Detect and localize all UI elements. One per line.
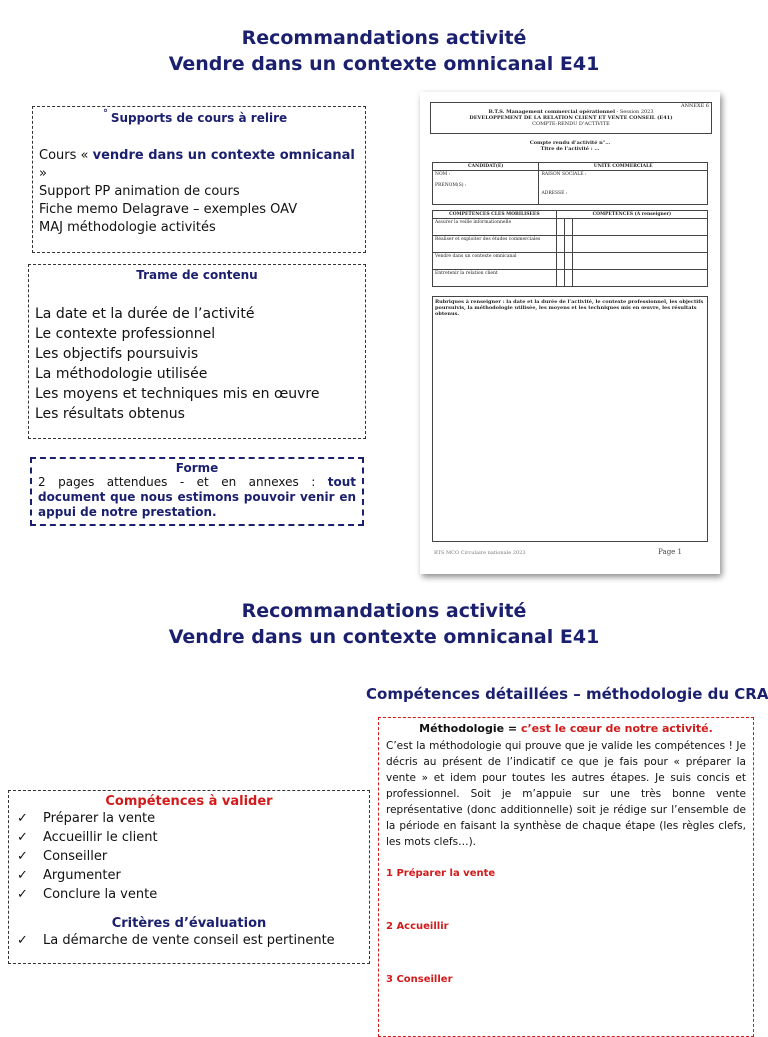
methodo-step-3: 3 Conseiller — [386, 974, 453, 985]
forme-text-plain: 2 pages attendues - et en annexes : — [38, 475, 328, 489]
doc-cr-block — [430, 140, 710, 152]
check-icon: ✓ — [17, 811, 28, 826]
competence-item-label: Conclure la vente — [43, 887, 158, 902]
supports-item-1-bold: vendre dans un contexte omnicanal — [92, 148, 355, 163]
methodo-body: C’est la méthodologie qui prouve que je valide les compétences ! Je décris au présent de l’indicatif ce que je fais pour « préparer la vente » et idem pour toutes les autres étapes. Je suis concis et professionnel. Soit je m’appuie sur une très bonne vente représentative (donc additionnelle) soit je rédige sur l’ensemble de la période en faisant la synthèse de chaque étape (les règles clefs, les mots clefs…). — [386, 740, 746, 848]
methodo-label-red: c’est le cœur de notre activité. — [520, 722, 713, 735]
trame-item: Les résultats obtenus — [35, 406, 185, 422]
doc-raison: RAISON SOCIALE : — [541, 172, 587, 177]
doc-col-candidat: CANDIDAT(E) — [433, 163, 539, 171]
forme-text — [38, 475, 356, 520]
supports-box — [32, 106, 366, 253]
supports-item-2: Support PP animation de cours — [39, 184, 240, 199]
compte-rendu-document — [420, 92, 720, 574]
doc-rubriques: Rubriques à renseigner : la date et la durée de l’activité, le contexte professionnel, les objectifs poursuivis, la méthodologie utilisée, les moyens et les techniques mis en œuvre, les résultats obtenus. — [435, 299, 704, 317]
competence-item-label: Préparer la vente — [43, 811, 156, 826]
doc-line1-rest: - Session 2023 — [615, 109, 654, 115]
methodo-step-2: 2 Accueillir — [386, 921, 449, 932]
competence-item — [17, 866, 361, 885]
criteria-item — [17, 931, 361, 950]
supports-heading: Supports de cours à relire — [110, 111, 288, 125]
competence-item — [17, 885, 361, 904]
methodologie-box — [378, 717, 754, 1037]
trame-item: Les objectifs poursuivis — [35, 346, 199, 362]
doc-line3: COMPTE-RENDU D’ACTIVITE — [532, 121, 610, 127]
doc-comp-row: Réaliser et exploiter des études commerciales — [433, 236, 557, 253]
doc-competences-table — [432, 210, 708, 287]
trame-item: La méthodologie utilisée — [35, 366, 208, 382]
doc-col-unite: UNITE COMMERCIALE — [539, 163, 708, 171]
trame-heading: Trame de contenu — [136, 268, 258, 282]
doc-cr-number: Compte rendu d’activité n°… — [529, 140, 611, 146]
competence-item-label: Argumenter — [43, 868, 121, 883]
supports-item-1-prefix: Cours « — [39, 148, 93, 163]
check-icon: ✓ — [17, 933, 28, 948]
slide1-title-line1: Recommandations activité — [241, 27, 527, 49]
doc-adresse: ADRESSE : — [541, 191, 568, 196]
supports-item-4: MAJ méthodologie activités — [39, 220, 216, 235]
check-icon: ✓ — [17, 830, 28, 845]
check-icon: ✓ — [17, 849, 28, 864]
check-icon: ✓ — [17, 868, 28, 883]
doc-prenoms: PRENOM(S) : — [435, 183, 467, 188]
doc-rubriques-box — [432, 296, 708, 542]
supports-item-3: Fiche memo Delagrave – exemples OAV — [39, 202, 298, 217]
doc-header — [430, 102, 712, 134]
slide2-subtitle: Compétences détaillées – méthodologie du CRA — [366, 685, 768, 703]
slide1-title — [0, 25, 768, 77]
slide1-title-line2: Vendre dans un contexte omnicanal E41 — [168, 53, 600, 75]
supports-item-1-suffix: » — [39, 166, 47, 181]
supports-item-1 — [39, 147, 359, 183]
criteria-heading: Critères d’évaluation — [111, 916, 267, 931]
slide2-title — [0, 598, 768, 650]
competence-item-label: Conseiller — [43, 849, 108, 864]
check-icon: ✓ — [17, 887, 28, 902]
trame-item: Les moyens et techniques mis en œuvre — [35, 386, 320, 402]
doc-footer-left: BTS MCO Circulaire nationale 2023 — [434, 550, 526, 556]
doc-col-comp-ren: COMPETENCES (A renseigner) — [556, 211, 707, 219]
competence-item — [17, 809, 361, 828]
slide2-title-line1: Recommandations activité — [241, 600, 527, 622]
forme-box — [30, 457, 364, 526]
doc-line1-bold: B.T.S. Management commercial opérationnel — [488, 109, 616, 115]
methodo-label — [386, 722, 746, 735]
bullet-icon: ° — [103, 108, 108, 119]
forme-heading: Forme — [175, 461, 219, 475]
competences-heading: Compétences à valider — [105, 794, 273, 809]
trame-box — [28, 264, 366, 439]
competence-item-label: Accueillir le client — [43, 830, 158, 845]
doc-footer-right: Page 1 — [658, 548, 682, 556]
doc-nom: NOM : — [435, 172, 451, 177]
forme-text-bold: tout document que nous estimons pouvoir venir en appui de notre prestation. — [38, 475, 356, 519]
doc-line2: DEVELOPPEMENT DE LA RELATION CLIENT ET VENTE CONSEIL (E41) — [469, 115, 673, 121]
doc-col-comp-mob: COMPETENCES CLES MOBILISEES — [433, 211, 557, 219]
trame-item: La date et la durée de l’activité — [35, 306, 255, 322]
doc-comp-row: Vendre dans un contexte omnicanal — [433, 253, 557, 270]
competences-box — [8, 790, 370, 964]
doc-annexe: ANNEXE 6 — [681, 103, 709, 109]
methodo-step-1: 1 Préparer la vente — [386, 868, 496, 879]
doc-comp-row: Entretenir la relation client — [433, 270, 557, 287]
criteria-item-label: La démarche de vente conseil est pertinente — [43, 933, 335, 948]
slide2-title-line2: Vendre dans un contexte omnicanal E41 — [168, 626, 600, 648]
competence-item — [17, 828, 361, 847]
competence-item — [17, 847, 361, 866]
methodo-label-text: Méthodologie = — [419, 722, 521, 735]
doc-identity-table — [432, 162, 708, 205]
doc-comp-row: Assurer la veille informationnelle — [433, 219, 557, 236]
trame-item: Le contexte professionnel — [35, 326, 216, 342]
doc-cr-title: Titre de l’activité : … — [540, 146, 600, 152]
